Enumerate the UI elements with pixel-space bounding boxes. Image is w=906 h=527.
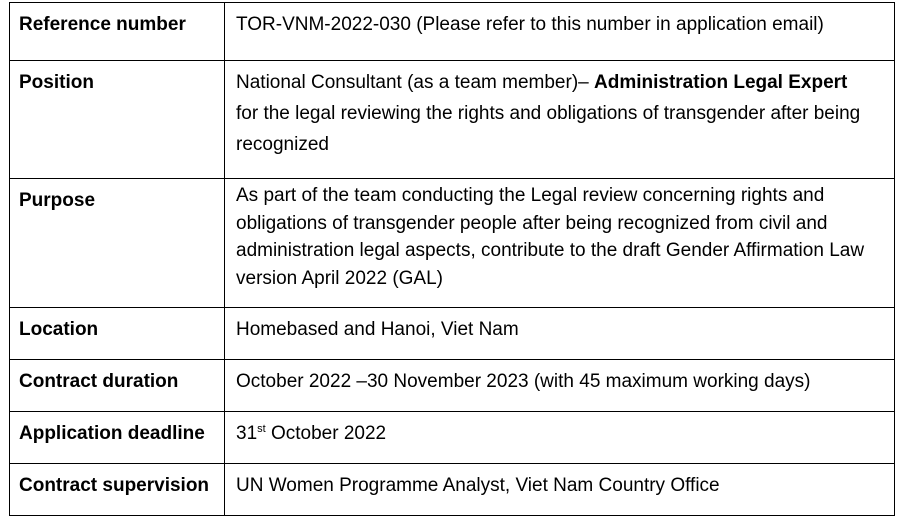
deadline-month-year-text: October 2022 bbox=[265, 423, 387, 444]
row-label-contract-supervision: Contract supervision bbox=[10, 464, 225, 516]
terms-of-reference-table bbox=[9, 2, 895, 516]
row-value-reference-number: TOR-VNM-2022-030 (Please refer to this number in application email) bbox=[225, 3, 895, 61]
position-title-text: Administration Legal Expert bbox=[594, 72, 848, 93]
row-value-location: Homebased and Hanoi, Viet Nam bbox=[225, 308, 895, 360]
table-row-reference-number bbox=[10, 3, 895, 61]
table-row-position bbox=[10, 61, 895, 179]
row-value-position bbox=[225, 61, 895, 179]
table-row-purpose bbox=[10, 179, 895, 308]
deadline-ordinal-suffix: st bbox=[257, 423, 266, 435]
row-label-application-deadline: Application deadline bbox=[10, 412, 225, 464]
row-label-reference-number: Reference number bbox=[10, 3, 225, 61]
row-label-contract-duration: Contract duration bbox=[10, 360, 225, 412]
row-value-purpose: As part of the team conducting the Legal review concerning rights and obligations of transgender people after being recognized from civil and administration legal aspects, contribute to the draft Gender Affirmation Law version April 2022 (GAL) bbox=[225, 179, 895, 308]
row-value-contract-supervision: UN Women Programme Analyst, Viet Nam Country Office bbox=[225, 464, 895, 516]
deadline-day-text: 31 bbox=[236, 423, 258, 444]
row-label-purpose: Purpose bbox=[10, 179, 225, 308]
table-row-location bbox=[10, 308, 895, 360]
table-row-contract-supervision bbox=[10, 464, 895, 516]
position-description-text: for the legal reviewing the rights and obligations of transgender after being recognized bbox=[236, 103, 861, 155]
position-prefix-text: National Consultant (as a team member)– bbox=[236, 72, 594, 93]
row-label-position: Position bbox=[10, 61, 225, 179]
row-label-location: Location bbox=[10, 308, 225, 360]
row-value-contract-duration: October 2022 –30 November 2023 (with 45 maximum working days) bbox=[225, 360, 895, 412]
row-value-application-deadline bbox=[225, 412, 895, 464]
table-row-contract-duration bbox=[10, 360, 895, 412]
table-row-application-deadline bbox=[10, 412, 895, 464]
